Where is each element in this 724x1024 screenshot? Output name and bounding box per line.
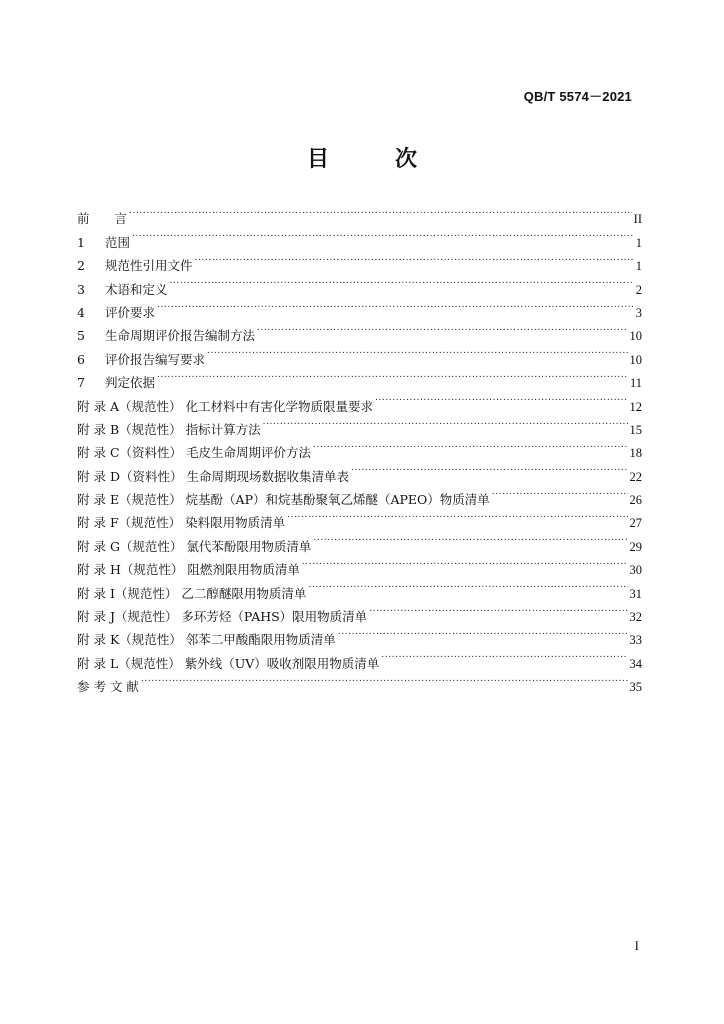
toc-entry-page: 33 bbox=[629, 633, 642, 648]
toc-entry-page: II bbox=[633, 212, 642, 227]
toc-entry-page: 2 bbox=[635, 282, 642, 297]
toc-entry-label: 范围 bbox=[105, 234, 131, 250]
toc-leader-dots bbox=[170, 270, 634, 293]
toc-leader-dots bbox=[257, 317, 627, 340]
toc-entry-4[interactable] bbox=[77, 294, 642, 320]
toc-entry-label: 附 录 G（规范性） 氯代苯酚限用物质清单 bbox=[77, 538, 312, 554]
toc-entry-7[interactable] bbox=[77, 364, 642, 391]
toc-entry-label: 评价报告编写要求 bbox=[105, 351, 206, 367]
toc-entry-page: 15 bbox=[629, 422, 642, 437]
toc-entry-label: 附 录 I（规范性） 乙二醇醚限用物质清单 bbox=[77, 585, 307, 601]
toc-leader-dots bbox=[195, 247, 634, 270]
toc-entry-label: 附 录 F（规范性） 染料限用物质清单 bbox=[77, 515, 286, 531]
toc-entry-label: 生命周期评价报告编制方法 bbox=[105, 328, 256, 344]
toc-entry-5[interactable] bbox=[77, 317, 642, 344]
toc-entry-bibliography[interactable] bbox=[77, 668, 642, 695]
toc-leader-dots bbox=[141, 668, 628, 691]
toc-entry-page: 10 bbox=[629, 352, 642, 367]
toc-leader-dots bbox=[263, 411, 628, 434]
toc-entry-page: 29 bbox=[629, 539, 642, 554]
toc-entry-page: 34 bbox=[629, 656, 642, 671]
toc-entry-page: 26 bbox=[629, 493, 642, 508]
toc-entry-page: 1 bbox=[635, 259, 642, 274]
toc-entry-label: 附 录 J（规范性） 多环芳烃（PAHS）限用物质清单 bbox=[77, 609, 368, 625]
toc-entry-label: 附 录 H（规范性） 阻燃剂限用物质清单 bbox=[77, 562, 300, 578]
toc-entry-label: 附 录 C（资料性） 毛皮生命周期评价方法 bbox=[77, 445, 311, 461]
toc-entry-number: 2 bbox=[77, 258, 85, 274]
toc-entry-label: 附 录 L（规范性） 紫外线（UV）吸收剂限用物质清单 bbox=[77, 655, 380, 671]
toc-entry-appendix-a[interactable] bbox=[77, 387, 642, 414]
toc-entry-label: 评价要求 bbox=[105, 304, 156, 320]
toc-leader-dots bbox=[132, 223, 634, 246]
toc-leader-dots bbox=[351, 457, 628, 480]
toc-entry-number: 5 bbox=[77, 328, 85, 344]
toc-entry-number: 3 bbox=[77, 281, 85, 297]
toc-leader-dots bbox=[157, 364, 628, 387]
toc-entry-number: 4 bbox=[77, 304, 85, 320]
toc-entry-label: 附 录 A（规范性） 化工材料中有害化学物质限量要求 bbox=[77, 398, 373, 414]
toc-entry-page: 10 bbox=[629, 329, 642, 344]
table-of-contents bbox=[77, 200, 642, 695]
toc-leader-dots bbox=[302, 551, 628, 574]
toc-entry-label: 附 录 K（规范性） 邻苯二甲酸酯限用物质清单 bbox=[77, 632, 336, 648]
toc-entry-page: 12 bbox=[629, 399, 642, 414]
toc-leader-dots bbox=[129, 200, 632, 223]
toc-entry-page: 18 bbox=[629, 446, 642, 461]
toc-entry-label: 前 言 bbox=[77, 211, 128, 227]
toc-leader-dots bbox=[369, 598, 627, 621]
toc-entry-page: 22 bbox=[629, 469, 642, 484]
toc-entry-page: 31 bbox=[629, 586, 642, 601]
toc-entry-label: 判定依据 bbox=[105, 375, 156, 391]
toc-entry-number: 1 bbox=[77, 234, 85, 250]
toc-entry-foreword[interactable] bbox=[77, 200, 642, 227]
toc-leader-dots bbox=[313, 434, 628, 457]
toc-entry-page: 32 bbox=[629, 610, 642, 625]
toc-entry-number: 6 bbox=[77, 351, 85, 367]
toc-entry-label: 术语和定义 bbox=[105, 281, 168, 297]
toc-entry-label: 参 考 文 献 bbox=[77, 679, 139, 695]
toc-leader-dots bbox=[338, 621, 628, 644]
toc-entry-label: 附 录 B（规范性） 指标计算方法 bbox=[77, 421, 261, 437]
toc-entry-page: 3 bbox=[635, 305, 642, 320]
document-code: QB/T 5574－2021 bbox=[523, 89, 632, 104]
page-title: 目 次 bbox=[306, 147, 439, 172]
toc-entry-page: 11 bbox=[629, 376, 642, 391]
toc-entry-2[interactable] bbox=[77, 247, 642, 274]
toc-leader-dots bbox=[287, 504, 627, 527]
toc-leader-dots bbox=[375, 387, 628, 410]
toc-entry-page: 1 bbox=[635, 235, 642, 250]
page-number: I bbox=[634, 938, 639, 953]
toc-entry-label: 附 录 D（资料性） 生命周期现场数据收集清单表 bbox=[77, 468, 349, 484]
toc-leader-dots bbox=[313, 527, 627, 550]
toc-leader-dots bbox=[207, 340, 627, 363]
toc-entry-1[interactable] bbox=[77, 223, 642, 250]
toc-leader-dots bbox=[492, 481, 628, 504]
toc-leader-dots bbox=[157, 294, 634, 317]
toc-leader-dots bbox=[381, 644, 627, 667]
toc-entry-label: 附 录 E（规范性） 烷基酚（AP）和烷基酚聚氧乙烯醚（APEO）物质清单 bbox=[77, 492, 490, 508]
toc-entry-page: 30 bbox=[629, 563, 642, 578]
toc-entry-page: 27 bbox=[629, 516, 642, 531]
toc-leader-dots bbox=[308, 574, 627, 597]
toc-entry-number: 7 bbox=[77, 375, 85, 391]
toc-entry-label: 规范性引用文件 bbox=[105, 258, 193, 274]
toc-entry-page: 35 bbox=[629, 680, 642, 695]
